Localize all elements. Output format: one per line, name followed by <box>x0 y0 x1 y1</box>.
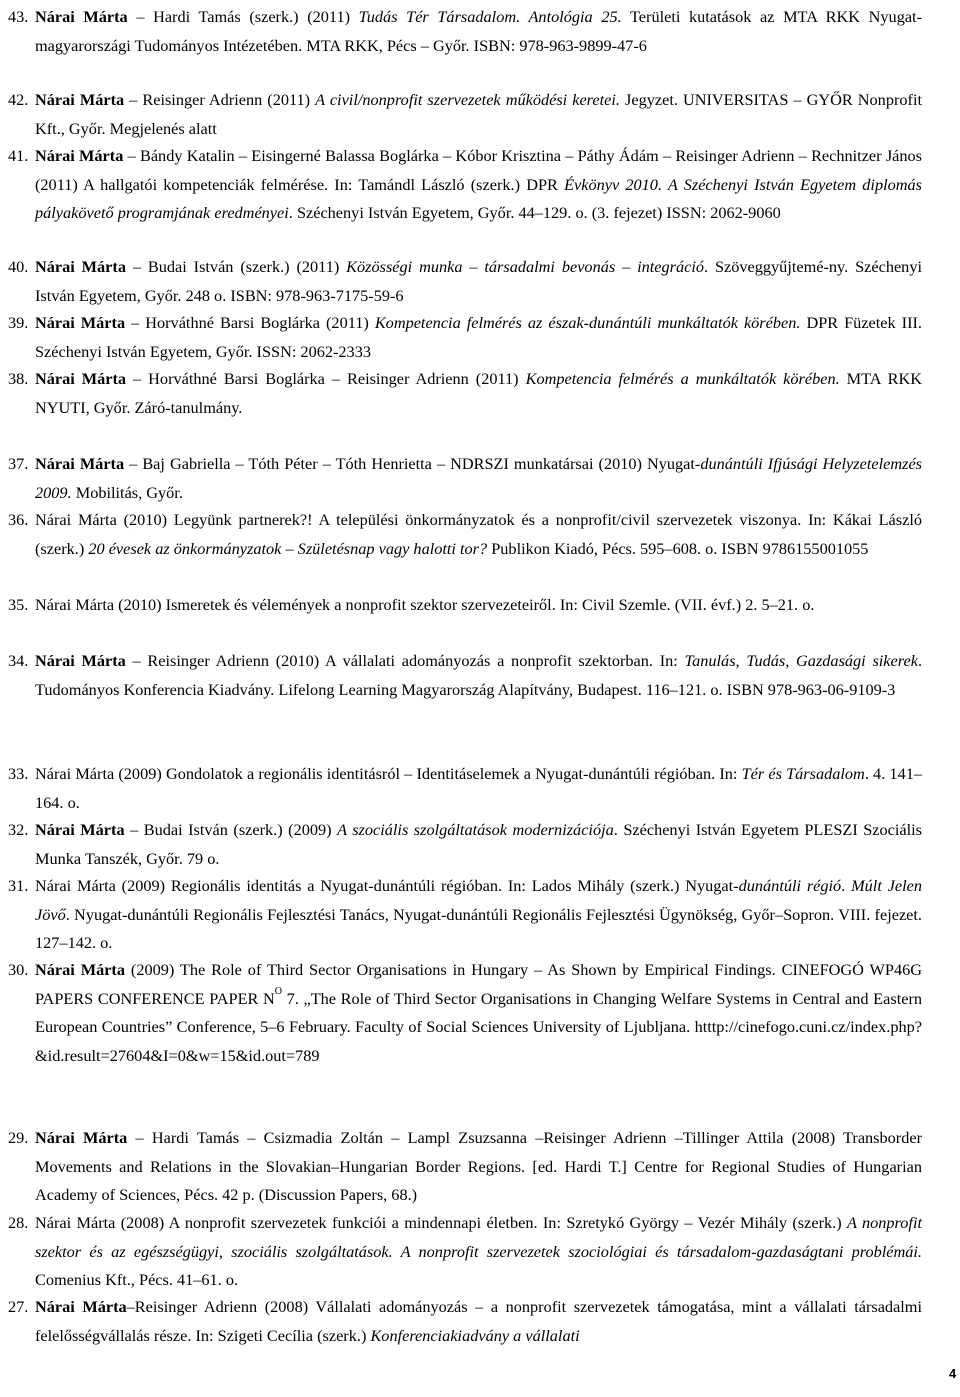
author-name: Nárai Márta <box>35 369 127 388</box>
citation-text: . <box>841 876 852 895</box>
citation-text: – Reisinger Adrienn (2011) <box>124 90 316 109</box>
bibliography-entry <box>8 253 922 310</box>
entry-number: 42. <box>8 90 29 109</box>
citation-text: . 4. 141–164. o. <box>35 764 922 812</box>
entry-number: 31. <box>8 876 29 895</box>
entry-number: 41. <box>8 146 29 165</box>
title-text: A szociális szolgáltatások modernizációja <box>337 820 614 839</box>
citation-text: Mobilitás, Győr. <box>71 482 183 502</box>
author-name: Nárai Márta <box>35 90 125 109</box>
title-text: dunántúli Ifjúsági Helyzetelemzés 2009. <box>35 454 923 502</box>
title-text: Tér és Társadalom <box>741 764 865 783</box>
bibliography-entry <box>8 142 922 228</box>
entry-number: 40. <box>8 257 29 276</box>
author-name: Nárai Márta <box>35 454 125 473</box>
citation-text: Nárai Márta (2010) Ismeretek és vélemények a nonprofit szektor szervezeteiről. In: Civil Szemle. (VII. évf.) 2. 5–21. o. <box>35 595 815 614</box>
citation-text: – Bándy Katalin – Eisingerné Balassa Boglárka – Kóbor Krisztina – Páthy Ádám – Reisinger Adrienn – Rechnitzer János (2011) A hallgatói kompetenciák felmérése. In: Tamándl László (szerk.) DPR <box>35 146 923 194</box>
title-text: Tudás Tér Társadalom. Antológia 25. <box>358 7 622 26</box>
citation-text: Területi kutatások az MTA RKK Nyugat-magyarországi Tudományos Intézetében. MTA RKK, Pécs – Győr. ISBN: 978-963-9899-47-6 <box>35 7 923 55</box>
entry-number: 32. <box>8 820 29 839</box>
bibliography-entry <box>8 956 922 1070</box>
author-name: Nárai Márta <box>35 257 126 276</box>
citation-text: . Széchenyi István Egyetem, Győr. 44–129. o. (3. fejezet) ISSN: 2062-9060 <box>288 203 781 222</box>
entry-number: 27. <box>8 1297 29 1316</box>
title-text: Közösségi munka – társadalmi bevonás – integráció <box>346 257 705 276</box>
citation-text: – Horváthné Barsi Boglárka – Reisinger Adrienn (2011) <box>126 369 526 388</box>
citation-text: Publikon Kiadó, Pécs. 595–608. o. ISBN 9786155001055 <box>487 538 869 558</box>
citation-text: – Budai István (szerk.) (2011) <box>125 257 347 276</box>
title-text: 20 évesek az önkormányzatok – Születésnap vagy halotti tor? <box>88 538 488 558</box>
citation-text: Comenius Kft., Pécs. 41–61. o. <box>35 1270 239 1289</box>
title-text: Évkönyv 2010. A Széchenyi István Egyetem diplomás pályakövető programjának eredményei <box>35 174 922 222</box>
superscript: O <box>274 985 283 997</box>
bibliography-entry <box>8 450 922 507</box>
author-name: Nárai Márta <box>35 960 125 979</box>
citation-text: 7. „The Role of Third Sector Organisations in Changing Welfare Systems in Central and Eastern European Countries” Conference, 5–6 February. Faculty of Social Sciences University of Ljubljana. htttp://cinefogo.cuni.cz/index.php?&id.result=27604&I=0&w=15&id.out=789 <box>35 988 922 1065</box>
bibliography-entry <box>8 1124 922 1210</box>
citation-text: . Nyugat-dunántúli Regionális Fejlesztési Tanács, Nyugat-dunántúli Regionális Fejlesztési Ügynökség, Győr–Sopron. VIII. fejezet. 127–142. o. <box>35 904 922 952</box>
entry-number: 35. <box>8 595 29 614</box>
entry-number: 30. <box>8 960 29 979</box>
citation-text: (2009) The Role of Third Sector Organisations in Hungary – As Shown by Empirical Findings. CINEFOGÓ WP46G PAPERS CONFERENCE PAPER N <box>35 960 922 1008</box>
citation-text: –Reisinger Adrienn (2008) Vállalati adományozás – a nonprofit szervezetek támogatása, mint a vállalati társadalmi felelősségvállalás része. In: Szigeti Cecília (szerk.) <box>35 1297 922 1345</box>
bibliography-entry <box>8 760 922 817</box>
entry-number: 34. <box>8 651 29 670</box>
entry-number: 43. <box>8 7 29 26</box>
page-number: 4 <box>949 1366 957 1381</box>
title-text: dunántúli régió <box>738 876 842 895</box>
bibliography-entry <box>8 647 922 704</box>
entry-number: 36. <box>8 510 29 529</box>
author-name: Nárai Márta <box>35 651 126 670</box>
citation-text: – Budai István (szerk.) (2009) <box>124 820 338 839</box>
title-text: A nonprofit szektor és az egészségügyi, szociális szolgáltatások. A nonprofit szervezetek szociológiai és társadalom-gazdaságtani problémái. <box>35 1213 922 1261</box>
citation-text: Nárai Márta (2008) A nonprofit szervezetek funkciói a mindennapi életben. In: Szretykó György – Vezér Mihály (szerk.) <box>35 1213 847 1232</box>
citation-text: . Szöveggyűjtemé-ny. Széchenyi István Egyetem, Győr. 248 o. ISBN: 978-963-7175-59-6 <box>35 257 922 305</box>
title-text: Konferenciakiadvány a vállalati <box>370 1325 580 1345</box>
title-text: Kompetencia felmérés az észak-dunántúli munkáltatók körében. <box>374 313 801 332</box>
title-text: Kompetencia felmérés a munkáltatók körében. <box>525 369 840 388</box>
entry-number: 29. <box>8 1128 29 1147</box>
bibliography-entry <box>8 506 922 563</box>
bibliography-entry <box>8 3 922 60</box>
author-name: Nárai Márta <box>35 1128 128 1147</box>
bibliography-entry <box>8 872 922 958</box>
bibliography-entry <box>8 816 922 873</box>
citation-text: . Tudományos Konferencia Kiadvány. Lifelong Learning Magyarország Alapítvány, Budapest. 116–121. o. ISBN 978-963-06-9109-3 <box>35 651 923 699</box>
bibliography-entry <box>8 1293 922 1350</box>
citation-text: – Hardi Tamás – Csizmadia Zoltán – Lampl Zsuzsanna –Reisinger Adrienn –Tillinger Attila (2008) Transborder Movements and Relations in the Slovakian–Hungarian Border Regions. [ed. Hardi T.] Centre for Regional Studies of Hungarian Academy of Sciences, Pécs. 42 p. (Discussion Papers, 68.) <box>35 1128 923 1204</box>
author-name: Nárai Márta <box>35 820 125 839</box>
citation-text: Jegyzet. UNIVERSITAS – GYŐR Nonprofit Kft., Győr. Megjelenés alatt <box>35 90 922 138</box>
author-name: Nárai Márta <box>35 1297 127 1316</box>
entry-number: 33. <box>8 764 29 783</box>
bibliography-entry <box>8 86 922 143</box>
entry-number: 39. <box>8 313 29 332</box>
citation-text: – Reisinger Adrienn (2010) A vállalati adományozás a nonprofit szektorban. In: <box>125 651 685 670</box>
citation-text: – Baj Gabriella – Tóth Péter – Tóth Henrietta – NDRSZI munkatársai (2010) Nyugat- <box>124 454 701 473</box>
entry-number: 37. <box>8 454 29 473</box>
citation-text: . Széchenyi István Egyetem PLESZI Szociális Munka Tanszék, Győr. 79 o. <box>35 820 923 868</box>
title-text: Tanulás, Tudás, Gazdasági sikerek <box>684 651 918 670</box>
bibliography-entry <box>8 309 922 366</box>
entry-number: 38. <box>8 369 29 388</box>
bibliography-entry <box>8 591 922 620</box>
bibliography-entry <box>8 1209 922 1295</box>
citation-text: MTA RKK NYUTI, Győr. Záró-tanulmány. <box>35 369 922 417</box>
citation-text: DPR Füzetek III. Széchenyi István Egyetem, Győr. ISSN: 2062-2333 <box>35 313 923 361</box>
entry-number: 28. <box>8 1213 29 1232</box>
citation-text: – Hardi Tamás (szerk.) (2011) <box>127 7 359 26</box>
author-name: Nárai Márta <box>35 146 124 165</box>
title-text: A civil/nonprofit szervezetek működési keretei. <box>315 90 620 109</box>
author-name: Nárai Márta <box>35 7 128 26</box>
bibliography-entry <box>8 365 922 422</box>
citation-text: Nárai Márta (2010) Legyünk partnerek?! A települési önkormányzatok és a nonprofit/civil szervezetek viszonya. In: Kákai László (szerk.) <box>35 510 922 558</box>
author-name: Nárai Márta <box>35 313 126 332</box>
citation-text: Nárai Márta (2009) Regionális identitás a Nyugat-dunántúli régióban. In: Lados Mihály (szerk.) Nyugat- <box>35 876 739 895</box>
citation-text: Nárai Márta (2009) Gondolatok a regionális identitásról – Identitáselemek a Nyugat-dunántúli régióban. In: <box>35 764 742 783</box>
title-text: Múlt Jelen Jövő <box>35 876 922 924</box>
citation-text: – Horváthné Barsi Boglárka (2011) <box>125 313 375 332</box>
